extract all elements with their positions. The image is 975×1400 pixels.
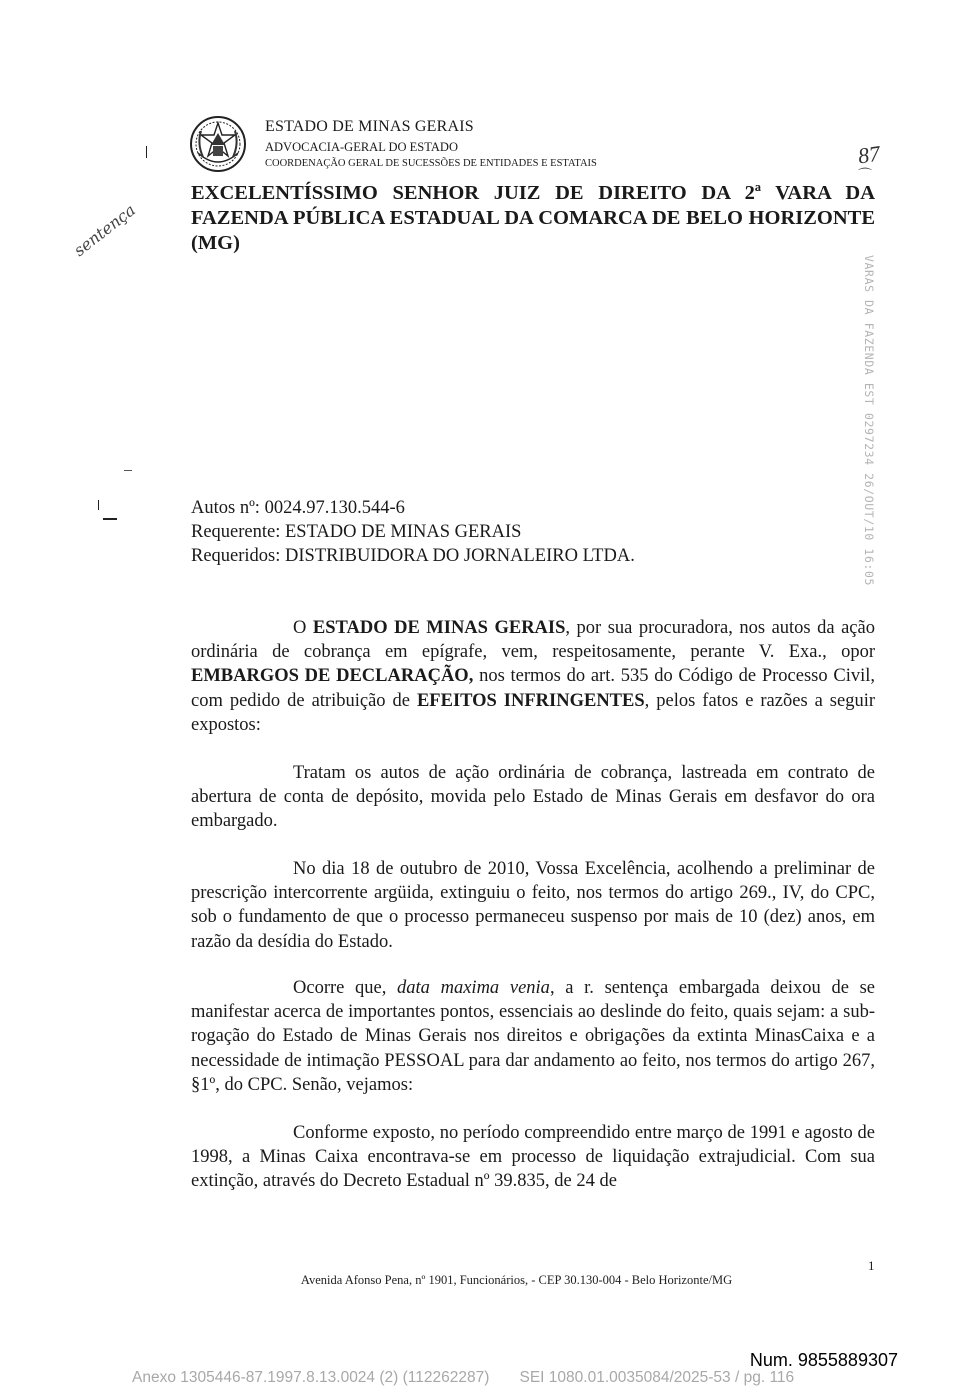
document-title: EXCELENTÍSSIMO SENHOR JUIZ DE DIREITO DA 2ª VARA DA FAZENDA PÚBLICA ESTADUAL DA COMARCA DE BELO HORIZONTE (MG) [191, 182, 875, 254]
p4-latin-phrase: data maxima venia [397, 978, 550, 998]
p5-text: Conforme exposto, no período compreendido entre março de 1991 e agosto de 1998, a Minas Caixa encontrava-se em processo de liquidação extrajudicial. Com sua extinção, através do Decreto Estadual nº 39.835, de 24 de [191, 1123, 875, 1192]
paragraph-4 [191, 976, 875, 1097]
handwritten-note: sentença [70, 200, 139, 260]
p1-bold-embargos: EMBARGOS DE DECLARAÇÃO, [191, 666, 474, 687]
state-coat-of-arms-logo [189, 115, 247, 173]
p3-text: No dia 18 de outubro de 2010, Vossa Excelência, acolhendo a preliminar de prescrição intercorrente argüida, extinguiu o feito, nos termos do artigo 269., IV, do CPC, sob o fundamento de que o processo permaneceu suspenso por mais de 10 (dez) anos, em razão da desídia do Estado. [191, 859, 875, 952]
p2-text: Tratam os autos de ação ordinária de cobrança, lastreada em contrato de abertura de conta de depósito, movida pelo Estado de Minas Gerais em desfavor do ora embargado. [191, 763, 875, 832]
protocol-stamp [862, 255, 884, 585]
margin-dash [124, 470, 132, 471]
margin-dash [103, 518, 117, 520]
case-plaintiff: Requerente: ESTADO DE MINAS GERAIS [191, 522, 522, 542]
margin-mark [146, 146, 147, 158]
paragraph-2 [191, 761, 875, 834]
case-defendants: Requeridos: DISTRIBUIDORA DO JORNALEIRO LTDA. [191, 546, 635, 566]
p1-bold-efeitos: EFEITOS INFRINGENTES [416, 690, 645, 711]
header-agency: ADVOCACIA-GERAL DO ESTADO [265, 140, 458, 154]
paragraph-3 [191, 857, 875, 954]
protocol-stamp-text: VARAS DA FAZENDA EST 0297234 26/OUT/10 16:05 [862, 255, 876, 587]
annex-reference: Anexo 1305446-87.1997.8.13.0024 (2) (112262287) SEI 1080.01.0035084/2025-53 / pg. 116 [132, 1369, 795, 1386]
page-mark-tick: ⌒ [858, 169, 872, 184]
p1-text-e: nos termos do art. 535 do Código de Processo Civil, com pedido de atribuição de [191, 666, 875, 711]
p1-text-a: O [293, 618, 313, 638]
margin-mark [98, 500, 99, 510]
p4-text-c: , a r. sentença embargada deixou de se manifestar acerca de importantes pontos, essenciais ao deslinde do feito, quais sejam: a sub-rogação do Estado de Minas Gerais nos direitos e obrigações da extinta MinasCaixa e a necessidade de intimação PESSOAL para dar andamento ao feito, nos termos do artigo 267, §1º, do CPC. Senão, vejamos: [191, 978, 875, 1095]
paragraph-1 [191, 616, 875, 737]
header-state-name: ESTADO DE MINAS GERAIS [265, 118, 474, 135]
footer-address: Avenida Afonso Pena, nº 1901, Funcionários, - CEP 30.130-004 - Belo Horizonte/MG [300, 1273, 733, 1287]
case-number: Autos nº: 0024.97.130.544-6 [191, 498, 405, 518]
document-number: Num. 9855889307 [749, 1350, 898, 1370]
paragraph-5 [191, 1121, 875, 1194]
case-info [191, 496, 635, 568]
p1-text-c: , por sua procuradora, nos autos da ação ordinária de cobrança em epígrafe, vem, respeitosamente, perante V. Exa., opor [191, 618, 875, 663]
p1-text-g: , pelos fatos e razões a seguir expostos: [191, 690, 876, 735]
handwritten-page-mark: 87 [856, 140, 882, 169]
p1-bold-state: ESTADO DE MINAS GERAIS [312, 618, 566, 638]
header-coordination: COORDENAÇÃO GERAL DE SUCESSÕES DE ENTIDADES E ESTATAIS [265, 158, 597, 169]
p4-text-a: Ocorre que, [293, 978, 398, 998]
page-number: 1 [868, 1258, 875, 1273]
